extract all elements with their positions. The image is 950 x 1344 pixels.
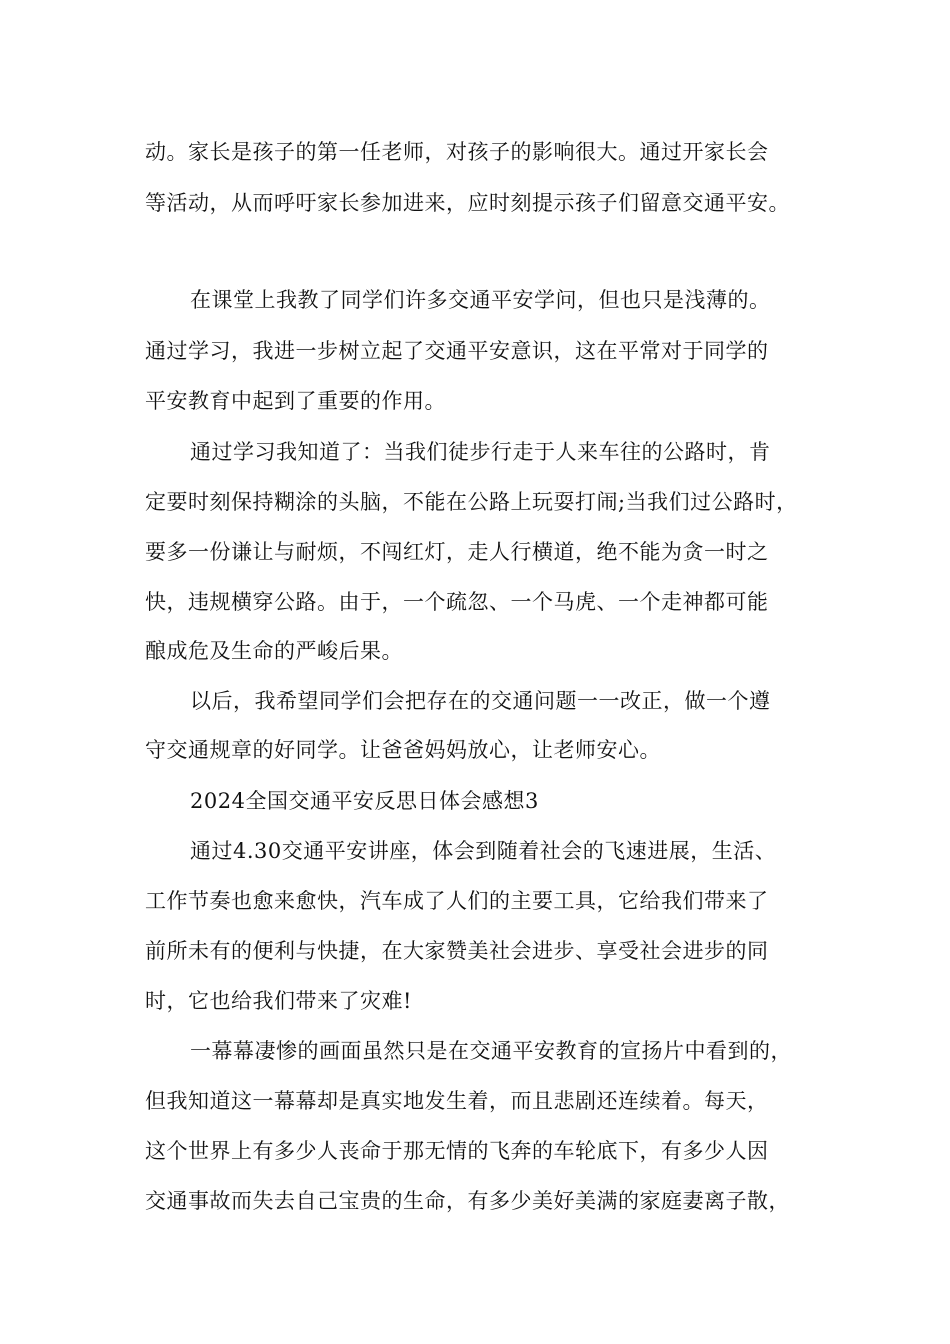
text-line-17: 时，它也给我们带来了灾难! xyxy=(145,989,412,1013)
text-line-19: 但我知道这一幕幕却是真实地发生着，而且悲剧还连续着。每天， xyxy=(145,1089,769,1113)
text-line-1: 动。家长是孩子的第一任老师，对孩子的影响很大。通过开家长会 xyxy=(145,140,769,164)
text-line-4: 通过学习，我进一步树立起了交通平安意识，这在平常对于同学的 xyxy=(145,339,769,363)
paragraph-start-line: 在课堂上我教了同学们许多交通平安学问，但也只是浅薄的。 xyxy=(190,288,771,312)
text-line-10: 酿成危及生命的严峻后果。 xyxy=(145,639,403,663)
paragraph-start-line: 通过4.30交通平安讲座，体会到随着社会的飞速进展，生活、 xyxy=(190,839,777,863)
text-line-16: 前所未有的便利与快捷，在大家赞美社会进步、享受社会进步的同 xyxy=(145,939,769,963)
text-line-15: 工作节奏也愈来愈快，汽车成了人们的主要工具，它给我们带来了 xyxy=(145,889,769,913)
text-line-12: 守交通规章的好同学。让爸爸妈妈放心，让老师安心。 xyxy=(145,738,661,762)
paragraph-start-line: 通过学习我知道了：当我们徒步行走于人来车往的公路时，肯 xyxy=(190,440,771,464)
section-heading: 2024全国交通平安反思日体会感想3 xyxy=(190,789,539,813)
text-line-7: 定要时刻保持糊涂的头脑，不能在公路上玩耍打闹;当我们过公路时， xyxy=(145,490,798,514)
text-line-9: 快，违规横穿公路。由于，一个疏忽、一个马虎、一个走神都可能 xyxy=(145,590,769,614)
text-line-2: 等活动，从而呼吁家长参加进来，应时刻提示孩子们留意交通平安。 xyxy=(145,191,790,215)
text-line-5: 平安教育中起到了重要的作用。 xyxy=(145,389,446,413)
text-line-20: 这个世界上有多少人丧命于那无情的飞奔的车轮底下，有多少人因 xyxy=(145,1139,769,1163)
text-line-21: 交通事故而失去自己宝贵的生命，有多少美好美满的家庭妻离子散， xyxy=(145,1189,790,1213)
paragraph-start-line: 以后，我希望同学们会把存在的交通问题一一改正，做一个遵 xyxy=(190,689,771,713)
text-line-8: 要多一份谦让与耐烦，不闯红灯，走人行横道，绝不能为贪一时之 xyxy=(145,540,769,564)
paragraph-start-line: 一幕幕凄惨的画面虽然只是在交通平安教育的宣扬片中看到的， xyxy=(190,1039,792,1063)
